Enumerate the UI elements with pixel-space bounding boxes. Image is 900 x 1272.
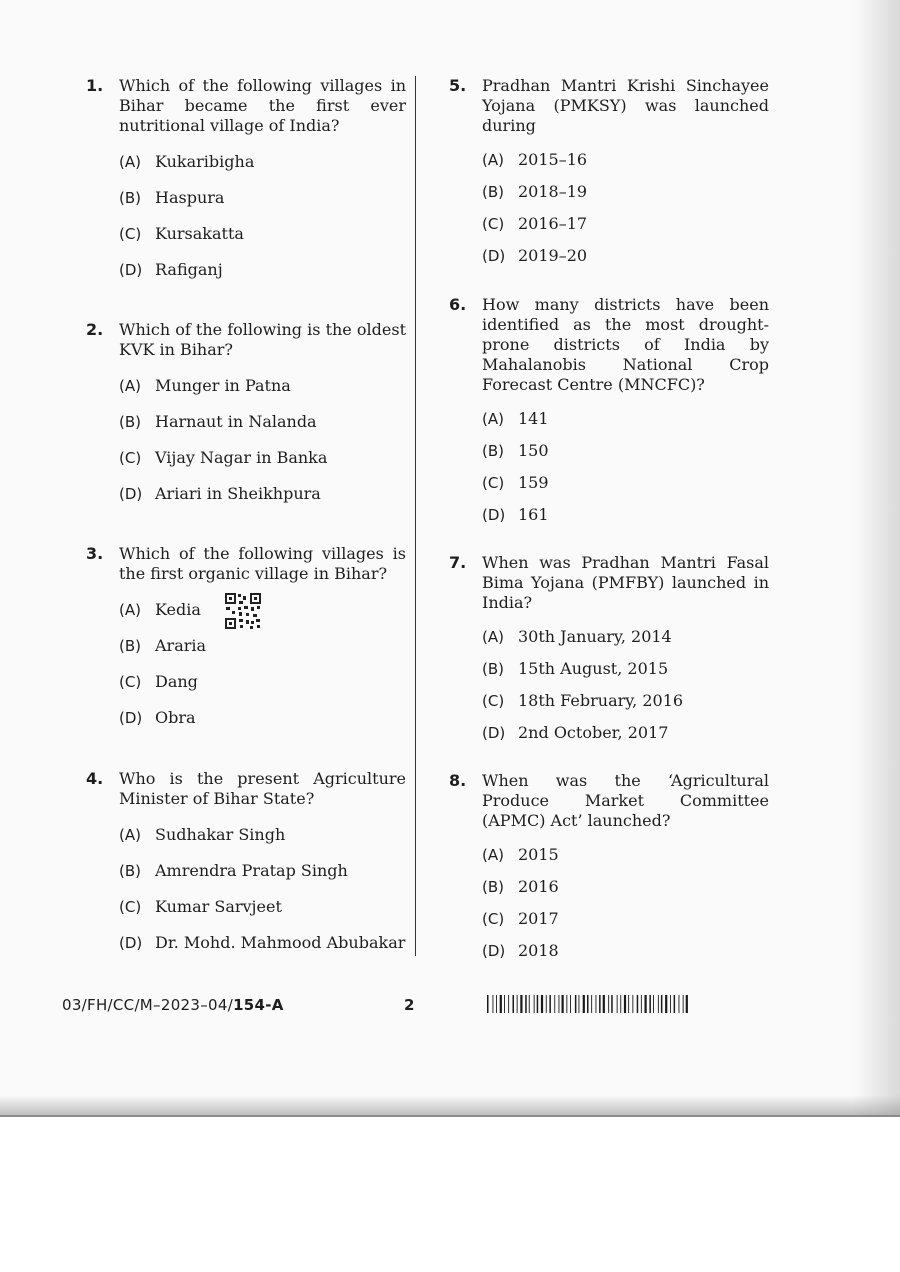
option-text: 159 xyxy=(518,473,549,492)
option-text: Dr. Mohd. Mahmood Abubakar xyxy=(155,933,406,952)
option-text: 2016 xyxy=(518,877,559,896)
option-a[interactable] xyxy=(119,592,406,628)
option-letter: (A) xyxy=(482,410,504,428)
option-letter: (B) xyxy=(119,637,141,655)
option-a[interactable] xyxy=(482,403,769,435)
option-text: 2019–20 xyxy=(518,246,588,265)
option-c[interactable] xyxy=(482,685,769,717)
option-letter: (B) xyxy=(482,183,504,201)
option-b[interactable] xyxy=(119,404,406,440)
option-letter: (B) xyxy=(482,660,504,678)
option-d[interactable] xyxy=(482,240,769,272)
question-number: 2. xyxy=(86,320,104,339)
option-d[interactable] xyxy=(119,700,406,736)
option-letter: (C) xyxy=(119,673,142,691)
option-d[interactable] xyxy=(482,935,769,967)
option-d[interactable] xyxy=(119,925,406,961)
option-b[interactable] xyxy=(119,180,406,216)
question-text: Who is the present Agriculture Minister of Bihar State? xyxy=(119,769,406,808)
option-letter: (D) xyxy=(119,934,143,952)
option-list xyxy=(482,621,769,749)
question-number: 7. xyxy=(449,553,467,572)
option-text: Vijay Nagar in Banka xyxy=(155,448,328,467)
option-c[interactable] xyxy=(119,216,406,252)
option-letter: (D) xyxy=(482,942,506,960)
option-text: 161 xyxy=(518,505,549,524)
option-letter: (C) xyxy=(482,692,505,710)
option-c[interactable] xyxy=(119,664,406,700)
option-text: Kukaribigha xyxy=(155,152,255,171)
option-text: Munger in Patna xyxy=(155,376,291,395)
option-text: 141 xyxy=(518,409,549,428)
question-7 xyxy=(449,553,769,749)
option-b[interactable] xyxy=(482,653,769,685)
option-a[interactable] xyxy=(482,839,769,871)
option-letter: (B) xyxy=(119,862,141,880)
option-text: 2017 xyxy=(518,909,559,928)
option-letter: (D) xyxy=(119,709,143,727)
option-list xyxy=(119,368,406,512)
option-text: 15th August, 2015 xyxy=(518,659,669,678)
option-letter: (C) xyxy=(482,910,505,928)
question-3 xyxy=(86,544,406,736)
option-letter: (D) xyxy=(119,485,143,503)
option-text: 150 xyxy=(518,441,549,460)
option-letter: (C) xyxy=(119,225,142,243)
question-4 xyxy=(86,769,406,961)
option-d[interactable] xyxy=(482,717,769,749)
option-letter: (A) xyxy=(482,846,504,864)
option-text: 2018 xyxy=(518,941,559,960)
option-a[interactable] xyxy=(119,144,406,180)
question-5 xyxy=(449,76,769,272)
option-list xyxy=(119,817,406,961)
scan-shadow xyxy=(854,0,900,1115)
barcode-icon xyxy=(487,995,692,1013)
option-text: Haspura xyxy=(155,188,225,207)
option-text: Rafiganj xyxy=(155,260,223,279)
option-letter: (C) xyxy=(482,215,505,233)
option-c[interactable] xyxy=(482,467,769,499)
question-text: When was Pradhan Mantri Fasal Bima Yojana (PMFBY) launched in India? xyxy=(482,553,769,612)
option-b[interactable] xyxy=(482,871,769,903)
option-c[interactable] xyxy=(119,440,406,476)
option-text: Sudhakar Singh xyxy=(155,825,286,844)
question-number: 5. xyxy=(449,76,467,95)
option-letter: (C) xyxy=(119,449,142,467)
page-number: 2 xyxy=(404,996,415,1014)
option-b[interactable] xyxy=(119,628,406,664)
option-text: 30th January, 2014 xyxy=(518,627,672,646)
option-letter: (B) xyxy=(482,878,504,896)
question-text: Which of the following villages is the first organic village in Bihar? xyxy=(119,544,406,583)
option-letter: (B) xyxy=(482,442,504,460)
qr-code-icon xyxy=(224,592,262,630)
option-list xyxy=(119,592,406,736)
option-text: Kursakatta xyxy=(155,224,244,243)
paper-code-set: 154-A xyxy=(233,996,284,1014)
question-8 xyxy=(449,771,769,967)
option-text: Dang xyxy=(155,672,198,691)
question-number: 3. xyxy=(86,544,104,563)
option-letter: (D) xyxy=(482,506,506,524)
question-number: 6. xyxy=(449,295,467,314)
question-text: When was the ‘Agricultural Produce Market Committee (APMC) Act’ launched? xyxy=(482,771,769,830)
option-letter: (A) xyxy=(482,151,504,169)
option-a[interactable] xyxy=(119,817,406,853)
option-c[interactable] xyxy=(482,208,769,240)
question-number: 1. xyxy=(86,76,104,95)
option-c[interactable] xyxy=(482,903,769,935)
paper-code-prefix: 03/FH/CC/M–2023–04/ xyxy=(62,996,234,1014)
option-a[interactable] xyxy=(482,144,769,176)
option-text: 2018–19 xyxy=(518,182,588,201)
option-text: Ariari in Sheikhpura xyxy=(155,484,321,503)
option-list xyxy=(482,144,769,272)
option-letter: (B) xyxy=(119,189,141,207)
option-b[interactable] xyxy=(482,435,769,467)
option-d[interactable] xyxy=(482,499,769,531)
option-text: Araria xyxy=(155,636,207,655)
question-text: Which of the following is the oldest KVK in Bihar? xyxy=(119,320,406,359)
option-letter: (A) xyxy=(119,377,141,395)
question-text: Pradhan Mantri Krishi Sinchayee Yojana (PMKSY) was launched during xyxy=(482,76,769,135)
question-number: 8. xyxy=(449,771,467,790)
option-list xyxy=(119,144,406,288)
option-letter: (A) xyxy=(119,826,141,844)
question-text: How many districts have been identified as the most drought-prone districts of India by Mahalanobis National Crop Forecast Centre (MNCFC)? xyxy=(482,295,769,394)
option-letter: (B) xyxy=(119,413,141,431)
option-text: 18th February, 2016 xyxy=(518,691,684,710)
option-letter: (C) xyxy=(482,474,505,492)
paper-code xyxy=(62,996,284,1014)
option-letter: (D) xyxy=(119,261,143,279)
option-b[interactable] xyxy=(482,176,769,208)
option-text: Amrendra Pratap Singh xyxy=(155,861,348,880)
option-letter: (D) xyxy=(482,724,506,742)
option-a[interactable] xyxy=(119,368,406,404)
column-divider xyxy=(415,76,416,956)
option-letter: (C) xyxy=(119,898,142,916)
question-2 xyxy=(86,320,406,512)
question-6 xyxy=(449,295,769,531)
option-letter: (A) xyxy=(119,153,141,171)
option-text: Obra xyxy=(155,708,196,727)
question-1 xyxy=(86,76,406,288)
option-list xyxy=(482,839,769,967)
question-number: 4. xyxy=(86,769,104,788)
option-text: 2015–16 xyxy=(518,150,588,169)
option-text: 2016–17 xyxy=(518,214,588,233)
option-letter: (A) xyxy=(482,628,504,646)
option-text: 2nd October, 2017 xyxy=(518,723,669,742)
option-letter: (A) xyxy=(119,601,141,619)
option-d[interactable] xyxy=(119,252,406,288)
option-d[interactable] xyxy=(119,476,406,512)
option-list xyxy=(482,403,769,531)
option-text: 2015 xyxy=(518,845,559,864)
option-text: Kumar Sarvjeet xyxy=(155,897,282,916)
option-a[interactable] xyxy=(482,621,769,653)
option-letter: (D) xyxy=(482,247,506,265)
question-text: Which of the following villages in Bihar became the first ever nutritional village of India? xyxy=(119,76,406,135)
option-b[interactable] xyxy=(119,853,406,889)
option-text: Kedia xyxy=(155,600,201,619)
option-c[interactable] xyxy=(119,889,406,925)
option-text: Harnaut in Nalanda xyxy=(155,412,317,431)
scan-edge xyxy=(0,1095,900,1115)
